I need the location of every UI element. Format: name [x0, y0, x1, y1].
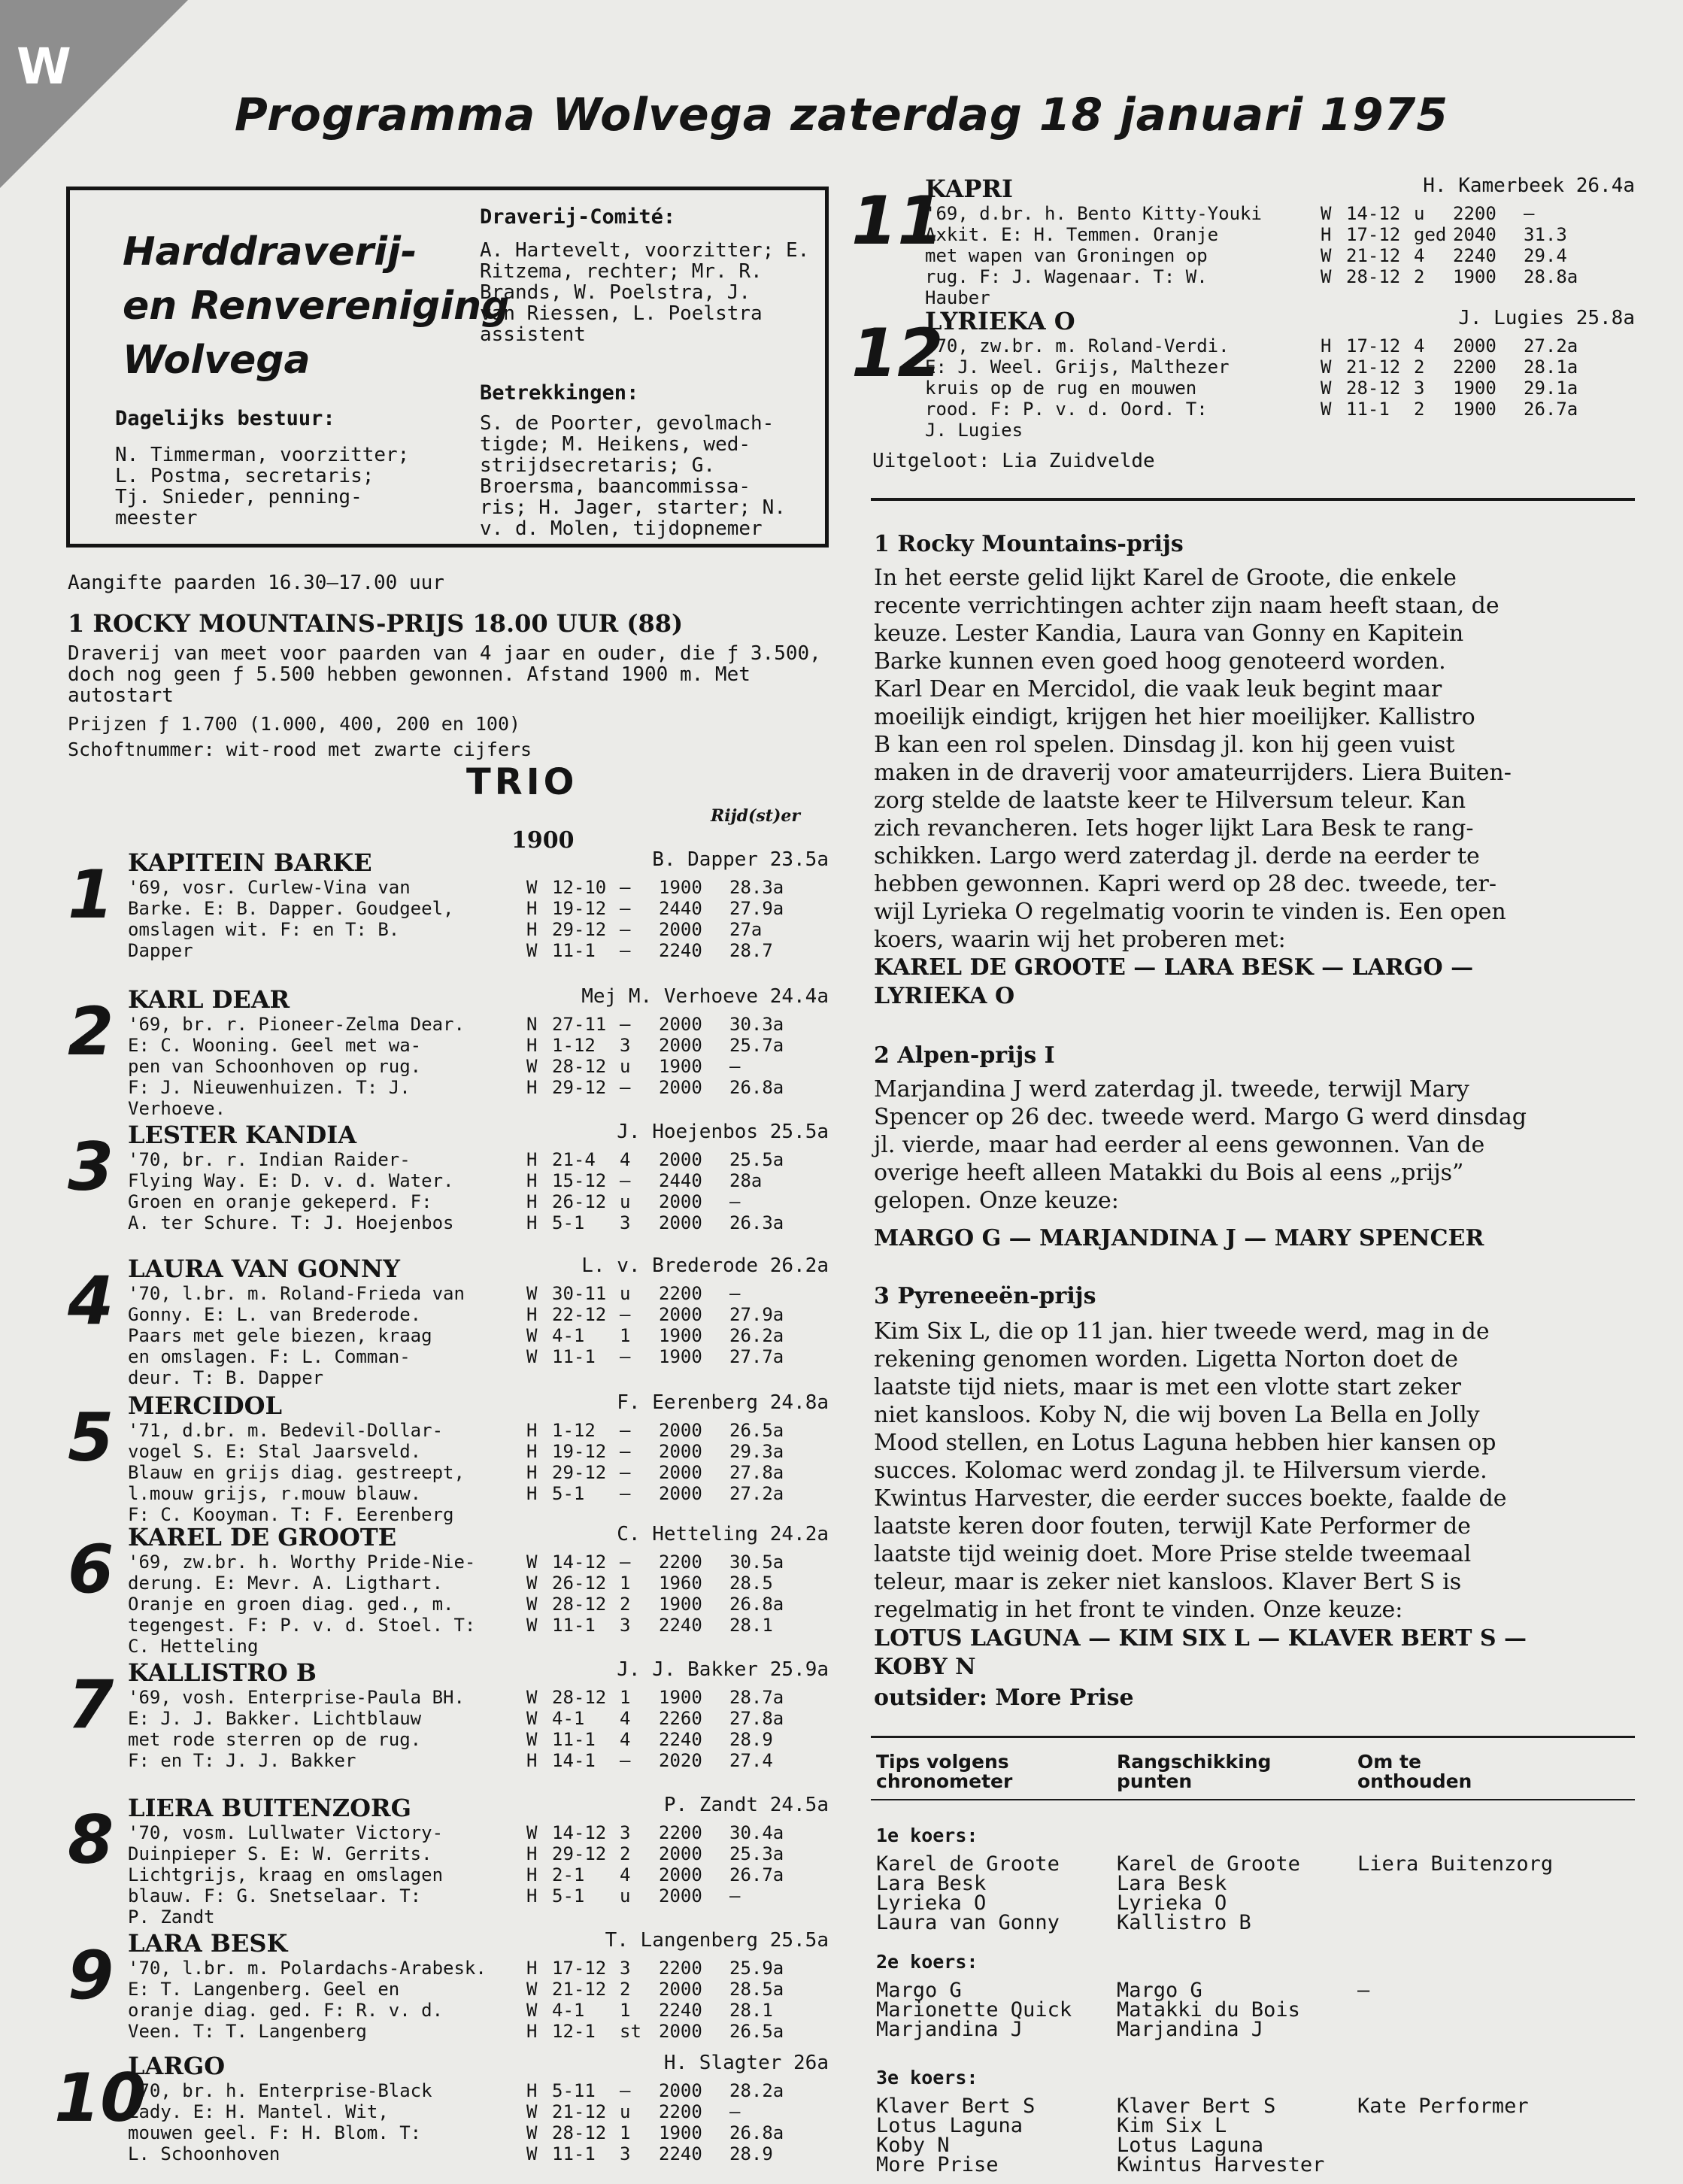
horse-entry: [68, 1254, 829, 1388]
horse-description: '70, vosm. Lullwater Victory- Duinpieper S. E: W. Gerrits. Lichtgrijs, kraag en omslagen blauw. F: G. Snetselaar. T: P. Zandt: [128, 1822, 444, 1928]
horse-description: '69, zw.br. h. Worthy Pride-Nie- derung. E: Mevr. A. Ligthart. Oranje en groen diag. ged., m. tegengest. F: P. v. d. Stoel. T: C. Hetteling: [128, 1552, 476, 1657]
club-name: Harddraverij- en Renvereniging Wolvega: [123, 229, 510, 383]
result-row: H 17-12 3 2200 25.9a: [526, 1958, 784, 1979]
horse-name: KAPRI: [925, 174, 1013, 203]
preview-race2-heading: 2 Alpen-prijs I: [874, 1042, 1055, 1069]
results-table: [526, 1149, 790, 1233]
horse-entry: [54, 2052, 829, 2179]
result-row: W 21-12 4 2240 29.4: [1321, 245, 1567, 266]
result-row: H 19-12 — 2000 29.3a: [526, 1441, 784, 1462]
horse-name: KAPITEIN BARKE: [128, 848, 372, 877]
result-row: W 21-12 2 2000 28.5a: [526, 1979, 784, 2000]
horse-entry: [851, 307, 1635, 441]
result-row: W 21-12 2 2200 28.1a: [1321, 356, 1578, 378]
tips-col2-list: Klaver Bert S Kim Six L Lotus Laguna Kwintus Harvester: [1117, 2095, 1325, 2176]
tips-col3-heading: Om te onthouden: [1357, 1751, 1472, 1792]
tips-col1-list: Karel de Groote Lara Besk Lyrieka O Laura van Gonny: [876, 1852, 1060, 1934]
result-row: H 5-1 3 2000 26.3a: [526, 1212, 784, 1233]
horse-description: '69, d.br. h. Bento Kitty-Youki Axkit. E: H. Temmen. Oranje met wapen van Groningen op rug. F: J. Wagenaar. T: W. Hauber: [925, 203, 1262, 308]
betrekkingen-list: S. de Poorter, gevolmach- tigde; M. Heikens, wed- strijdsecretaris; G. Broersma, baancommissa- ris; H. Jager, starter; N. v. d. Molen, tijdopnemer: [480, 412, 786, 540]
rider-name: H. Slagter 26a: [663, 2052, 829, 2074]
result-row: W 12-10 — 1900 28.3a: [526, 877, 784, 898]
rider-name: J. Hoejenbos 25.5a: [617, 1121, 829, 1143]
divider: [871, 1736, 1635, 1738]
result-row: W 28-12 1 1900 26.8a: [526, 2122, 784, 2143]
result-row: W 4-1 1 1900 26.2a: [526, 1325, 784, 1346]
horse-name: LYRIEKA O: [925, 307, 1075, 335]
start-number: 11: [851, 182, 944, 259]
result-row: H 29-12 2 2000 25.3a: [526, 1843, 784, 1864]
result-row: H 19-12 — 2440 27.9a: [526, 898, 784, 919]
results-table: [1321, 203, 1584, 287]
result-row: H 5-1 u 2000 —: [526, 1885, 741, 1906]
results-table: [526, 1283, 790, 1367]
result-row: W 26-12 1 1960 28.5: [526, 1573, 773, 1594]
horse-name: LIERA BUITENZORG: [128, 1794, 411, 1822]
outsider-text: outsider: More Prise: [874, 1685, 1134, 1711]
results-table: [526, 1014, 790, 1098]
horse-entry: [851, 174, 1635, 308]
horse-description: '70, l.br. m. Polardachs-Arabesk. E: T. Langenberg. Geel en oranje diag. ged. F: R. v. d. Veen. T: T. Langenberg: [128, 1958, 487, 2042]
result-row: W 14-12 — 2200 30.5a: [526, 1552, 784, 1573]
results-table: [526, 1552, 790, 1636]
horse-description: '70, zw.br. m. Roland-Verdi. E: J. Weel. Grijs, Malthezer kruis op de rug en mouwen rood. F: P. v. d. Oord. T: J. Lugies: [925, 335, 1230, 441]
result-row: W 14-12 u 2200 —: [1321, 203, 1535, 224]
horse-description: '69, vosr. Curlew-Vina van Barke. E: B. Dapper. Goudgeel, omslagen wit. F: en T: B. Dapper: [128, 877, 454, 961]
rider-name: P. Zandt 24.5a: [663, 1794, 829, 1816]
race-heading: 1 ROCKY MOUNTAINS-PRIJS 18.00 UUR (88): [68, 609, 684, 638]
result-row: N 27-11 — 2000 30.3a: [526, 1014, 784, 1035]
horse-entry: [68, 1523, 829, 1657]
divider: [871, 498, 1635, 501]
tips-col1-list: Margo G Marionette Quick Marjandina J: [876, 1979, 1072, 2041]
result-row: W 28-12 u 1900 —: [526, 1056, 741, 1077]
result-row: W 4-1 4 2260 27.8a: [526, 1708, 784, 1729]
preview-race2-text: Marjandina J werd zaterdag jl. tweede, terwijl Mary Spencer op 26 dec. tweede werd. Margo G werd dinsdag jl. vierde, maar had eerder al eens gewonnen. Van de overige heeft alleen Matakki du Bois al eens „prijs” gelopen. Onze keuze:: [874, 1076, 1527, 1214]
schoftnummer-text: Schoftnummer: wit-rood met zwarte cijfers: [68, 739, 532, 760]
rider-name: C. Hetteling 24.2a: [617, 1523, 829, 1545]
tips-col3-list: Kate Performer: [1357, 2095, 1529, 2118]
tips-col3-list: Liera Buitenzorg: [1357, 1852, 1554, 1876]
tips-col1-list: Klaver Bert S Lotus Laguna Koby N More Prise: [876, 2095, 1036, 2176]
results-table: [526, 1822, 790, 1906]
bestuur-heading: Dagelijks bestuur:: [115, 407, 335, 430]
prijzen-text: Prijzen ƒ 1.700 (1.000, 400, 200 en 100): [68, 713, 521, 735]
result-row: H 17-12 ged 2040 31.3: [1321, 224, 1567, 245]
corner-letter: W: [17, 38, 71, 96]
rider-name: J. Lugies 25.8a: [1458, 307, 1635, 329]
divider: [871, 1799, 1635, 1800]
horse-entry: [68, 848, 829, 976]
horse-name: MERCIDOL: [128, 1391, 282, 1420]
preview-race1-text: In het eerste gelid lijkt Karel de Groote, die enkele recente verrichtingen achter zijn naam heeft staan, de keuze. Lester Kandia, Laura van Gonny en Kapitein Barke kunnen even goed hoog genoteerd worden. Karl Dear en Mercidol, die vaak leuk begint maar moeilijk eindigt, krijgen het hier moeilijker. Kallistro B kan een rol spelen. Dinsdag jl. kon hij geen vuist maken in de draverij voor amateurrijders. Liera Buiten- zorg stelde de laatste keer te Hilversum teleur. Kan zich revancheren. Iets hoger lijkt Lara Besk te rang- schikken. Largo werd zaterdag jl. derde na eerder te hebben gewonnen. Kapri werd op 28 dec. tweede, ter- wijl Lyrieka O regelmatig voorin te vinden is. Een open koers, waarin wij het proberen met:: [874, 565, 1512, 953]
horse-description: '71, d.br. m. Bedevil-Dollar- vogel S. E: Stal Jaarsveld. Blauw en grijs diag. gestreept, l.mouw grijs, r.mouw blauw. F: C. Kooyman. T: F. Eerenberg: [128, 1420, 465, 1525]
start-number: 4: [68, 1262, 114, 1339]
start-number: 5: [68, 1399, 114, 1476]
rider-name: B. Dapper 23.5a: [652, 848, 829, 871]
preview-race1-heading: 1 Rocky Mountains-prijs: [874, 531, 1184, 557]
result-row: H 5-11 — 2000 28.2a: [526, 2080, 784, 2101]
result-row: W 28-12 3 1900 29.1a: [1321, 378, 1578, 399]
horse-name: KARL DEAR: [128, 985, 290, 1014]
tips-col1-heading: Tips volgens chronometer: [876, 1751, 1013, 1792]
result-row: H 5-1 — 2000 27.2a: [526, 1483, 784, 1504]
result-row: W 30-11 u 2200 —: [526, 1283, 741, 1304]
result-row: W 11-1 4 2240 28.9: [526, 1729, 773, 1750]
rider-name: L. v. Brederode 26.2a: [581, 1254, 829, 1277]
result-row: W 28-12 2 1900 26.8a: [526, 1594, 784, 1615]
horse-entry: [68, 1121, 829, 1248]
results-table: [526, 1420, 790, 1504]
preview-race3-heading: 3 Pyreneeën-prijs: [874, 1283, 1096, 1309]
tips-col2-list: Karel de Groote Lara Besk Lyrieka O Kallistro B: [1117, 1852, 1300, 1934]
results-table: [526, 1687, 790, 1771]
result-row: W 11-1 3 2240 28.9: [526, 2143, 773, 2164]
result-row: W 11-1 — 2240 28.7: [526, 940, 773, 961]
results-table: [1321, 335, 1584, 420]
rider-name: H. Kamerbeek 26.4a: [1423, 174, 1635, 197]
horse-description: '70, br. h. Enterprise-Black Lady. E: H. Mantel. Wit, mouwen geel. F: H. Blom. T: L. Schoonhoven: [128, 2080, 432, 2164]
start-number: 1: [68, 856, 114, 933]
horse-description: '69, br. r. Pioneer-Zelma Dear. E: C. Wooning. Geel met wa- pen van Schoonhoven op rug. F: J. Nieuwenhuizen. T: J. Verhoeve.: [128, 1014, 465, 1119]
start-number: 10: [54, 2059, 147, 2137]
result-row: H 22-12 — 2000 27.9a: [526, 1304, 784, 1325]
horse-entry: [68, 1929, 829, 2057]
results-table: [526, 2080, 790, 2164]
race-conditions: Draverij van meet voor paarden van 4 jaar en ouder, die ƒ 3.500, doch nog geen ƒ 5.500 hebben gewonnen. Afstand 1900 m. Met autostart: [68, 642, 821, 707]
preview-race3-text: Kim Six L, die op 11 jan. hier tweede werd, mag in de rekening genomen worden. Ligetta Norton doet de laatste tijd niets, maar is met een vlotte start zeker niet kansloos. Koby N, die wij boven La Bella en Jolly Mood stellen, en Lotus Laguna hebben hier kansen op succes. Kolomac werd zondag jl. te Hilversum vierde. Kwintus Harvester, die eerder succes boekte, faalde de laatste keren door fouten, terwijl Kate Performer de laatste tijd weinig doet. More Prise stelde tweemaal teleur, maar is zeker niet kansloos. Klaver Bert S is regelmatig in het front te vinden. Onze keuze:: [874, 1318, 1507, 1623]
rijder-label: Rijd(st)er: [711, 806, 800, 826]
tips-race-label: 1e koers:: [876, 1825, 978, 1846]
horse-entry: [68, 1658, 829, 1786]
results-table: [526, 877, 790, 961]
result-row: H 17-12 4 2000 27.2a: [1321, 335, 1578, 356]
comite-heading: Draverij-Comité:: [480, 205, 676, 229]
result-row: W 11-1 — 1900 27.7a: [526, 1346, 784, 1367]
horse-entry: [68, 1794, 829, 1928]
result-row: W 21-12 u 2200 —: [526, 2101, 741, 2122]
result-row: H 14-1 — 2020 27.4: [526, 1750, 773, 1771]
horse-name: KAREL DE GROOTE: [128, 1523, 397, 1552]
result-row: H 2-1 4 2000 26.7a: [526, 1864, 784, 1885]
start-number: 8: [68, 1801, 114, 1879]
result-row: W 28-12 1 1900 28.7a: [526, 1687, 784, 1708]
horse-name: LAURA VAN GONNY: [128, 1254, 400, 1283]
horse-description: '70, br. r. Indian Raider- Flying Way. E: D. v. d. Water. Groen en oranje gekeperd. F: A. ter Schure. T: J. Hoejenbos: [128, 1149, 454, 1233]
result-row: W 28-12 2 1900 28.8a: [1321, 266, 1578, 287]
bestuur-list: N. Timmerman, voorzitter; L. Postma, secretaris; Tj. Snieder, penning- meester: [115, 444, 410, 529]
tips-col2-list: Margo G Matakki du Bois Marjandina J: [1117, 1979, 1300, 2041]
distance-label: 1900: [511, 827, 575, 854]
start-number: 9: [68, 1937, 114, 2014]
result-row: W 14-12 3 2200 30.4a: [526, 1822, 784, 1843]
results-table: [526, 1958, 790, 2042]
rider-name: J. J. Bakker 25.9a: [617, 1658, 829, 1681]
trio-label: TRIO: [466, 761, 578, 803]
uitgeloot-text: Uitgeloot: Lia Zuidvelde: [872, 450, 1155, 472]
result-row: H 26-12 u 2000 —: [526, 1191, 741, 1212]
betrekkingen-heading: Betrekkingen:: [480, 381, 639, 405]
aangifte-text: Aangifte paarden 16.30—17.00 uur: [68, 572, 444, 594]
page-title: Programma Wolvega zaterdag 18 januari 1975: [234, 89, 1449, 141]
club-info-box: [66, 187, 829, 548]
result-row: W 11-1 3 2240 28.1: [526, 1615, 773, 1636]
result-row: H 29-12 — 2000 27.8a: [526, 1462, 784, 1483]
horse-entry: [68, 985, 829, 1119]
horse-name: KALLISTRO B: [128, 1658, 317, 1687]
result-row: H 15-12 — 2440 28a: [526, 1170, 763, 1191]
horse-name: LARGO: [128, 2052, 226, 2080]
tips-col2-heading: Rangschikking punten: [1117, 1751, 1272, 1792]
tips-col3-list: —: [1357, 1979, 1370, 2002]
result-row: H 1-12 — 2000 26.5a: [526, 1420, 784, 1441]
preview-race2-pick: MARGO G — MARJANDINA J — MARY SPENCER: [874, 1225, 1484, 1251]
start-number: 6: [68, 1530, 114, 1608]
horse-name: LESTER KANDIA: [128, 1121, 357, 1149]
tips-race-label: 3e koers:: [876, 2067, 978, 2088]
result-row: H 1-12 3 2000 25.7a: [526, 1035, 784, 1056]
horse-name: LARA BESK: [128, 1929, 288, 1958]
result-row: H 12-1 st 2000 26.5a: [526, 2021, 784, 2042]
comite-list: A. Hartevelt, voorzitter; E. Ritzema, rechter; Mr. R. Brands, W. Poelstra, J. van Riessen, L. Poelstra assistent: [480, 239, 810, 346]
tips-race-label: 2e koers:: [876, 1951, 978, 1973]
result-row: W 11-1 2 1900 26.7a: [1321, 399, 1578, 420]
horse-entry: [68, 1391, 829, 1525]
result-row: H 29-12 — 2000 27a: [526, 919, 763, 940]
result-row: H 29-12 — 2000 26.8a: [526, 1077, 784, 1098]
rider-name: T. Langenberg 25.5a: [605, 1929, 829, 1952]
start-number: 2: [68, 993, 114, 1070]
result-row: H 21-4 4 2000 25.5a: [526, 1149, 784, 1170]
preview-race1-pick: KAREL DE GROOTE — LARA BESK — LARGO — LYRIEKA O: [874, 954, 1474, 1009]
start-number: 12: [851, 314, 944, 392]
rider-name: Mej M. Verhoeve 24.4a: [581, 985, 829, 1008]
preview-race3-pick: LOTUS LAGUNA — KIM SIX L — KLAVER BERT S — KOBY N: [874, 1625, 1527, 1680]
start-number: 7: [68, 1666, 114, 1743]
horse-description: '69, vosh. Enterprise-Paula BH. E: J. J. Bakker. Lichtblauw met rode sterren op de rug. F: en T: J. J. Bakker: [128, 1687, 465, 1771]
rider-name: F. Eerenberg 24.8a: [617, 1391, 829, 1414]
horse-description: '70, l.br. m. Roland-Frieda van Gonny. E: L. van Brederode. Paars met gele biezen, kraag en omslagen. F: L. Comman- deur. T: B. Dapper: [128, 1283, 465, 1388]
result-row: W 4-1 1 2240 28.1: [526, 2000, 773, 2021]
start-number: 3: [68, 1128, 114, 1206]
